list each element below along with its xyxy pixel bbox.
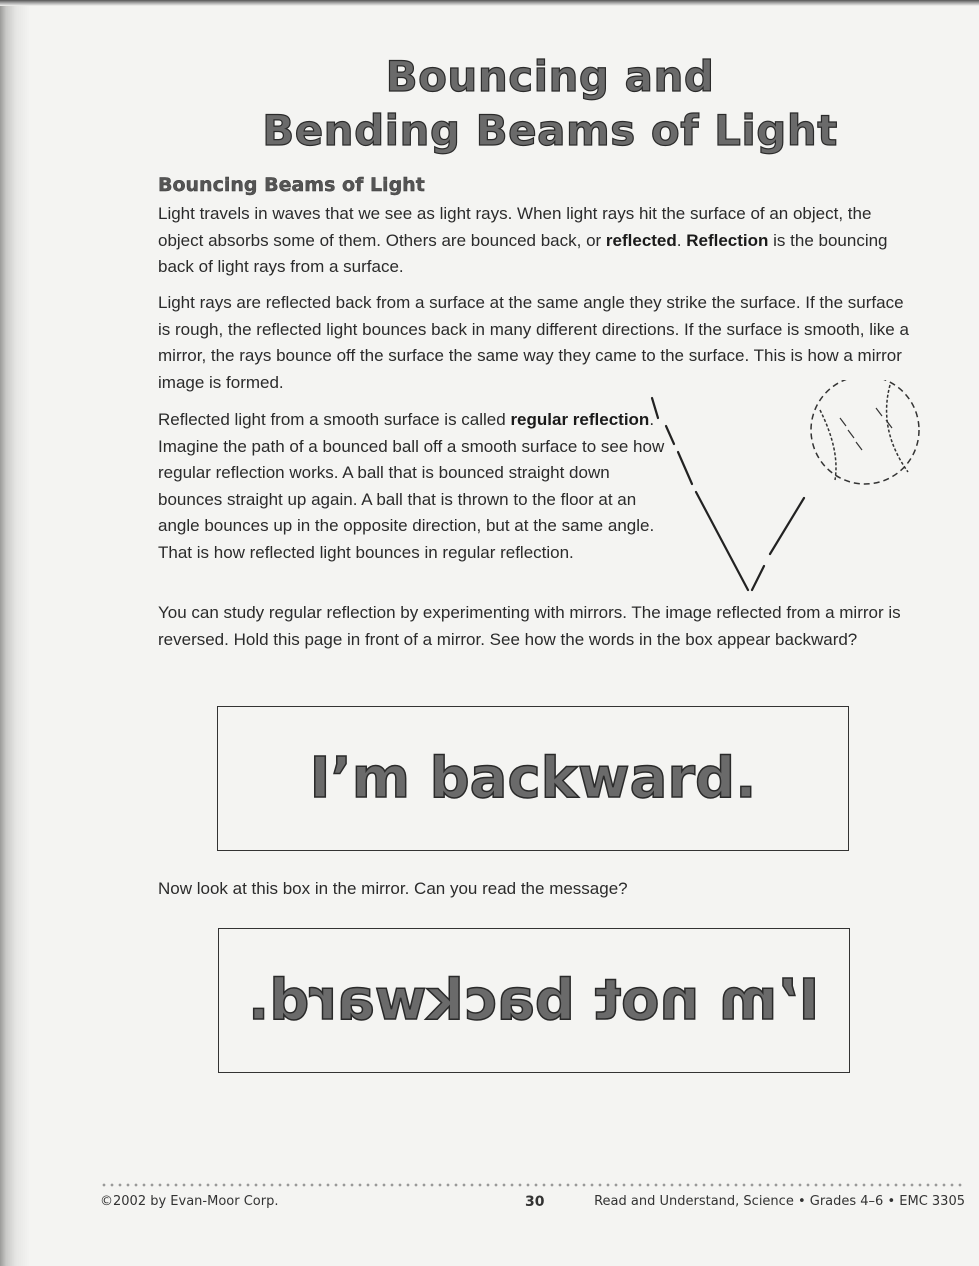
term-regular-reflection: regular reflection — [510, 410, 650, 429]
footer-page-number: 30 — [525, 1194, 545, 1210]
baseball-icon — [811, 380, 919, 484]
page-binding-shadow — [0, 0, 30, 1266]
term-reflection: Reflection — [686, 230, 769, 250]
page-top-edge — [0, 0, 979, 6]
footer-copyright: ©2002 by Evan-Moor Corp. — [100, 1194, 279, 1209]
paragraph-mirror-prompt: Now look at this box in the mirror. Can you read the message? — [158, 879, 628, 898]
bouncing-ball-illustration — [640, 380, 940, 600]
footer-series: Read and Understand, Science • Grades 4–6 • EMC 3305 — [594, 1194, 965, 1209]
mirrored-text-box — [218, 928, 850, 1073]
mirrored-text: I’m not backward. — [248, 968, 820, 1033]
footer-divider — [100, 1182, 965, 1188]
paragraph-angle: Light rays are reflected back from a surface at the same angle they strike the surface. If the surface is rough, the reflected light bounces back in many different directions. If the surface is smooth, like a mirror, the rays bounce off the surface the same way they came to the surface. This is how a mirror image is formed. — [158, 293, 909, 392]
incoming-path-segment — [652, 398, 658, 418]
backward-text-box — [217, 706, 849, 851]
outgoing-path-segment — [752, 566, 764, 590]
paragraph-regular-reflection: Reflected light from a smooth surface is called regular reflection. Imagine the path of a bounced ball off a smooth surface to see how regular reflection works. A ball that is bounced straight down bounces straight up again. A ball that is thrown to the floor at an angle bounces up in the opposite direction, but at the same angle. That is how reflected light bounces in regular reflection. — [158, 410, 665, 562]
backward-text: I’m backward. — [309, 746, 757, 811]
outgoing-path-segment — [770, 498, 804, 554]
incoming-path-segment — [696, 492, 748, 590]
paragraph-intro: Light travels in waves that we see as light rays. When light rays hit the surface of an object, the object absorbs some of them. Others are bounced back, or reflected. Reflection is the bouncing back of light rays from a surface. — [158, 204, 888, 276]
section-heading: Bouncing Beams of Light — [158, 174, 425, 196]
page-title-line-1: Bouncing and — [385, 52, 715, 101]
paragraph-mirror-experiment: You can study regular reflection by experimenting with mirrors. The image reflected from a mirror is reversed. Hold this page in front of a mirror. See how the words in the box appear backward? — [158, 603, 901, 649]
term-reflected: reflected — [605, 230, 677, 250]
incoming-path-segment — [666, 426, 674, 444]
page-title-line-2: Bending Beams of Light — [262, 106, 838, 155]
incoming-path-segment — [678, 452, 692, 484]
